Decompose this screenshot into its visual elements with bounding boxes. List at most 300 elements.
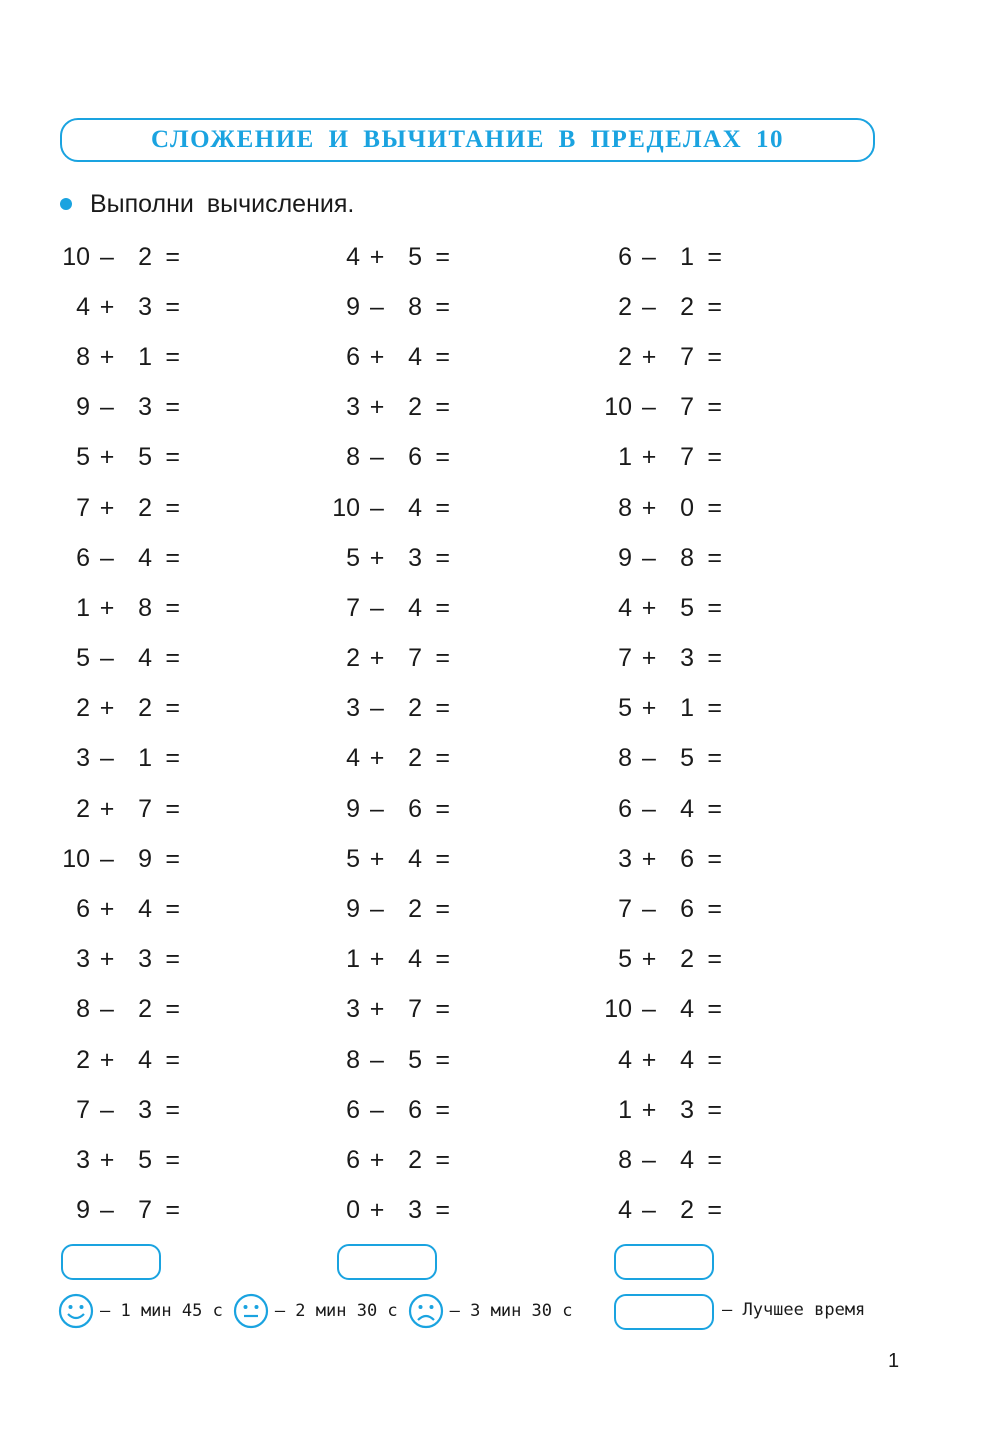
equals-sign: = [707,794,722,823]
instruction-text: Выполни вычисления. [90,189,355,218]
operator: – [370,593,384,622]
second-operand: 4 [138,1045,152,1074]
second-operand: 7 [680,443,694,472]
exercise-row [58,1186,180,1236]
second-operand: 1 [680,694,694,723]
operator: + [369,342,385,371]
operator: + [641,844,657,873]
legend-text-sad: — 3 мин 30 с [449,1301,573,1321]
second-operand: 7 [138,1196,152,1225]
operator: + [99,895,115,924]
first-operand: 3 [346,694,360,723]
first-operand: 8 [346,443,360,472]
exercise-row [58,784,180,834]
first-operand: 5 [618,694,632,723]
second-operand: 1 [138,744,152,773]
exercise-row [58,1135,180,1185]
equals-sign: = [707,945,722,974]
operator: – [370,1095,384,1124]
first-operand: 8 [618,493,632,522]
happy-face-icon [58,1293,94,1329]
exercise-row [600,1035,722,1085]
operator: – [100,844,114,873]
second-operand: 2 [138,242,152,271]
second-operand: 4 [138,543,152,572]
first-operand: 4 [346,744,360,773]
equals-sign: = [165,342,180,371]
exercise-row [600,483,722,533]
operator: + [641,1095,657,1124]
exercise-row [600,583,722,633]
first-operand: 8 [618,1145,632,1174]
equals-sign: = [435,543,450,572]
operator: – [100,393,114,422]
legend-text-neutral: — 2 мин 30 с [274,1301,398,1321]
second-operand: 6 [408,1095,422,1124]
exercise-row [328,634,450,684]
equals-sign: = [165,1045,180,1074]
equals-sign: = [435,744,450,773]
equals-sign: = [165,393,180,422]
equals-sign: = [435,995,450,1024]
equals-sign: = [435,794,450,823]
second-operand: 0 [680,493,694,522]
exercise-row [600,985,722,1035]
second-operand: 6 [408,443,422,472]
second-operand: 6 [680,895,694,924]
first-operand: 10 [604,995,632,1024]
equals-sign: = [707,493,722,522]
equals-sign: = [707,744,722,773]
first-operand: 3 [76,744,90,773]
equals-sign: = [435,292,450,321]
second-operand: 5 [138,1145,152,1174]
first-operand: 4 [618,1196,632,1225]
first-operand: 1 [618,443,632,472]
second-operand: 3 [138,1095,152,1124]
exercise-row [600,332,722,382]
equals-sign: = [435,393,450,422]
instruction [60,188,354,220]
second-operand: 8 [680,543,694,572]
first-operand: 2 [618,342,632,371]
first-operand: 9 [618,543,632,572]
exercise-row [328,383,450,433]
equals-sign: = [435,945,450,974]
operator: – [370,794,384,823]
operator: – [370,1045,384,1074]
equals-sign: = [435,895,450,924]
equals-sign: = [165,493,180,522]
equals-sign: = [165,744,180,773]
second-operand: 7 [138,794,152,823]
operator: + [641,593,657,622]
equals-sign: = [165,242,180,271]
equals-sign: = [165,292,180,321]
equals-sign: = [165,1196,180,1225]
exercise-row [600,935,722,985]
equals-sign: = [707,1045,722,1074]
equals-sign: = [435,1145,450,1174]
equals-sign: = [707,644,722,673]
equals-sign: = [435,593,450,622]
first-operand: 8 [618,744,632,773]
second-operand: 6 [680,844,694,873]
exercise-column-1 [58,232,180,1236]
equals-sign: = [435,1045,450,1074]
exercise-row [328,784,450,834]
operator: – [642,995,656,1024]
first-operand: 8 [76,342,90,371]
operator: – [100,1095,114,1124]
exercise-row [58,634,180,684]
second-operand: 6 [408,794,422,823]
first-operand: 10 [62,844,90,873]
first-operand: 7 [76,1095,90,1124]
second-operand: 2 [138,493,152,522]
exercise-row [600,734,722,784]
second-operand: 7 [408,644,422,673]
exercise-column-3 [600,232,722,1236]
operator: + [369,995,385,1024]
exercise-row [328,232,450,282]
sad-face-icon [408,1293,444,1329]
first-operand: 4 [618,593,632,622]
first-operand: 4 [76,292,90,321]
first-operand: 4 [346,242,360,271]
legend-item-sad [408,1293,573,1329]
operator: – [370,493,384,522]
first-operand: 2 [346,644,360,673]
second-operand: 4 [138,895,152,924]
exercise-row [58,583,180,633]
exercise-row [600,834,722,884]
operator: + [641,644,657,673]
second-operand: 3 [138,945,152,974]
legend-item-neutral [233,1293,398,1329]
second-operand: 8 [138,593,152,622]
equals-sign: = [435,342,450,371]
exercise-row [58,834,180,884]
first-operand: 1 [618,1095,632,1124]
operator: + [369,242,385,271]
first-operand: 2 [618,292,632,321]
operator: – [642,744,656,773]
second-operand: 2 [408,1145,422,1174]
first-operand: 7 [618,644,632,673]
exercise-row [58,383,180,433]
operator: – [642,1145,656,1174]
first-operand: 9 [346,794,360,823]
equals-sign: = [165,593,180,622]
operator: + [99,794,115,823]
second-operand: 1 [138,342,152,371]
equals-sign: = [435,844,450,873]
exercise-row [328,734,450,784]
operator: + [641,342,657,371]
second-operand: 4 [408,593,422,622]
exercise-row [600,1186,722,1236]
exercise-row [328,884,450,934]
first-operand: 2 [76,1045,90,1074]
first-operand: 5 [76,644,90,673]
second-operand: 5 [408,242,422,271]
exercise-row [328,1035,450,1085]
second-operand: 2 [138,694,152,723]
second-operand: 3 [408,1196,422,1225]
exercise-row [328,1135,450,1185]
first-operand: 8 [76,995,90,1024]
exercise-row [328,433,450,483]
first-operand: 0 [346,1196,360,1225]
second-operand: 4 [138,644,152,673]
second-operand: 4 [680,794,694,823]
exercise-row [58,332,180,382]
second-operand: 2 [680,945,694,974]
operator: – [642,794,656,823]
second-operand: 2 [138,995,152,1024]
first-operand: 5 [618,945,632,974]
first-operand: 9 [346,895,360,924]
exercise-row [58,684,180,734]
second-operand: 2 [408,393,422,422]
first-operand: 6 [76,895,90,924]
legend-text-happy: — 1 мин 45 с [100,1301,223,1321]
equals-sign: = [165,794,180,823]
operator: + [641,945,657,974]
equals-sign: = [165,1095,180,1124]
first-operand: 1 [346,945,360,974]
exercise-row [328,1186,450,1236]
second-operand: 4 [408,493,422,522]
second-operand: 8 [408,292,422,321]
operator: – [100,995,114,1024]
operator: + [99,443,115,472]
operator: + [99,292,115,321]
first-operand: 2 [76,794,90,823]
exercise-row [600,383,722,433]
equals-sign: = [165,694,180,723]
exercise-row [328,282,450,332]
first-operand: 6 [346,1095,360,1124]
first-operand: 7 [618,895,632,924]
second-operand: 2 [408,744,422,773]
exercise-row [58,483,180,533]
second-operand: 2 [408,895,422,924]
second-operand: 3 [408,543,422,572]
operator: – [642,242,656,271]
operator: + [369,945,385,974]
exercise-row [328,483,450,533]
second-operand: 3 [138,292,152,321]
equals-sign: = [165,543,180,572]
exercise-row [58,232,180,282]
exercise-row [600,282,722,332]
second-operand: 5 [408,1045,422,1074]
equals-sign: = [707,342,722,371]
operator: – [370,292,384,321]
second-operand: 4 [680,1045,694,1074]
first-operand: 3 [76,1145,90,1174]
operator: – [642,292,656,321]
time-box-column-3[interactable] [614,1244,714,1280]
first-operand: 5 [76,443,90,472]
exercise-row [600,1135,722,1185]
equals-sign: = [435,1196,450,1225]
second-operand: 9 [138,844,152,873]
exercise-row [58,985,180,1035]
best-time-box[interactable] [614,1294,714,1330]
second-operand: 7 [408,995,422,1024]
equals-sign: = [707,393,722,422]
first-operand: 7 [76,493,90,522]
operator: – [100,543,114,572]
operator: – [100,242,114,271]
first-operand: 5 [346,844,360,873]
first-operand: 3 [618,844,632,873]
operator: + [99,493,115,522]
operator: + [99,945,115,974]
exercise-row [600,634,722,684]
neutral-face-icon [233,1293,269,1329]
equals-sign: = [707,443,722,472]
operator: – [642,393,656,422]
operator: + [99,694,115,723]
exercise-row [58,935,180,985]
equals-sign: = [435,1095,450,1124]
equals-sign: = [707,543,722,572]
operator: + [369,393,385,422]
first-operand: 7 [346,593,360,622]
exercise-row [328,533,450,583]
equals-sign: = [707,292,722,321]
first-operand: 9 [76,393,90,422]
operator: – [370,895,384,924]
first-operand: 6 [346,342,360,371]
exercise-row [58,433,180,483]
equals-sign: = [435,644,450,673]
first-operand: 2 [76,694,90,723]
exercise-row [600,232,722,282]
second-operand: 3 [680,1095,694,1124]
operator: – [370,694,384,723]
operator: + [99,1145,115,1174]
second-operand: 7 [680,393,694,422]
first-operand: 1 [76,593,90,622]
operator: + [99,593,115,622]
equals-sign: = [165,844,180,873]
operator: – [100,744,114,773]
second-operand: 5 [680,744,694,773]
equals-sign: = [165,644,180,673]
equals-sign: = [707,242,722,271]
operator: – [642,543,656,572]
title-box [60,118,875,162]
exercise-row [328,1085,450,1135]
first-operand: 3 [76,945,90,974]
first-operand: 9 [346,292,360,321]
first-operand: 8 [346,1045,360,1074]
operator: – [100,644,114,673]
best-time-label: — Лучшее время [722,1300,866,1320]
time-box-column-1[interactable] [61,1244,161,1280]
equals-sign: = [165,945,180,974]
operator: + [99,1045,115,1074]
equals-sign: = [707,844,722,873]
exercise-row [328,583,450,633]
exercise-row [58,884,180,934]
first-operand: 3 [346,995,360,1024]
equals-sign: = [435,493,450,522]
bullet-icon [60,198,72,210]
operator: + [369,1145,385,1174]
equals-sign: = [435,242,450,271]
time-box-column-2[interactable] [337,1244,437,1280]
operator: + [369,744,385,773]
equals-sign: = [707,895,722,924]
exercise-row [600,684,722,734]
exercise-row [600,784,722,834]
operator: + [641,493,657,522]
equals-sign: = [707,1145,722,1174]
second-operand: 5 [138,443,152,472]
exercise-row [328,985,450,1035]
first-operand: 10 [332,493,360,522]
operator: + [369,644,385,673]
second-operand: 2 [408,694,422,723]
equals-sign: = [165,995,180,1024]
second-operand: 1 [680,242,694,271]
first-operand: 6 [346,1145,360,1174]
equals-sign: = [707,1095,722,1124]
exercise-row [58,533,180,583]
exercise-row [328,332,450,382]
operator: + [369,844,385,873]
first-operand: 10 [604,393,632,422]
second-operand: 4 [680,1145,694,1174]
equals-sign: = [165,1145,180,1174]
equals-sign: = [707,995,722,1024]
equals-sign: = [707,694,722,723]
equals-sign: = [435,443,450,472]
second-operand: 5 [680,593,694,622]
first-operand: 6 [618,242,632,271]
exercise-row [328,834,450,884]
page-title: СЛОЖЕНИЕ И ВЫЧИТАНИЕ В ПРЕДЕЛАХ 10 [151,126,784,153]
exercise-row [600,884,722,934]
second-operand: 2 [680,292,694,321]
second-operand: 3 [680,644,694,673]
operator: – [642,1196,656,1225]
exercise-row [328,935,450,985]
second-operand: 2 [680,1196,694,1225]
first-operand: 9 [76,1196,90,1225]
second-operand: 4 [408,342,422,371]
operator: + [641,1045,657,1074]
first-operand: 5 [346,543,360,572]
first-operand: 4 [618,1045,632,1074]
second-operand: 7 [680,342,694,371]
operator: – [100,1196,114,1225]
operator: + [369,1196,385,1225]
equals-sign: = [707,1196,722,1225]
first-operand: 6 [76,543,90,572]
exercise-row [328,684,450,734]
exercise-row [600,533,722,583]
equals-sign: = [165,443,180,472]
operator: + [99,342,115,371]
second-operand: 3 [138,393,152,422]
